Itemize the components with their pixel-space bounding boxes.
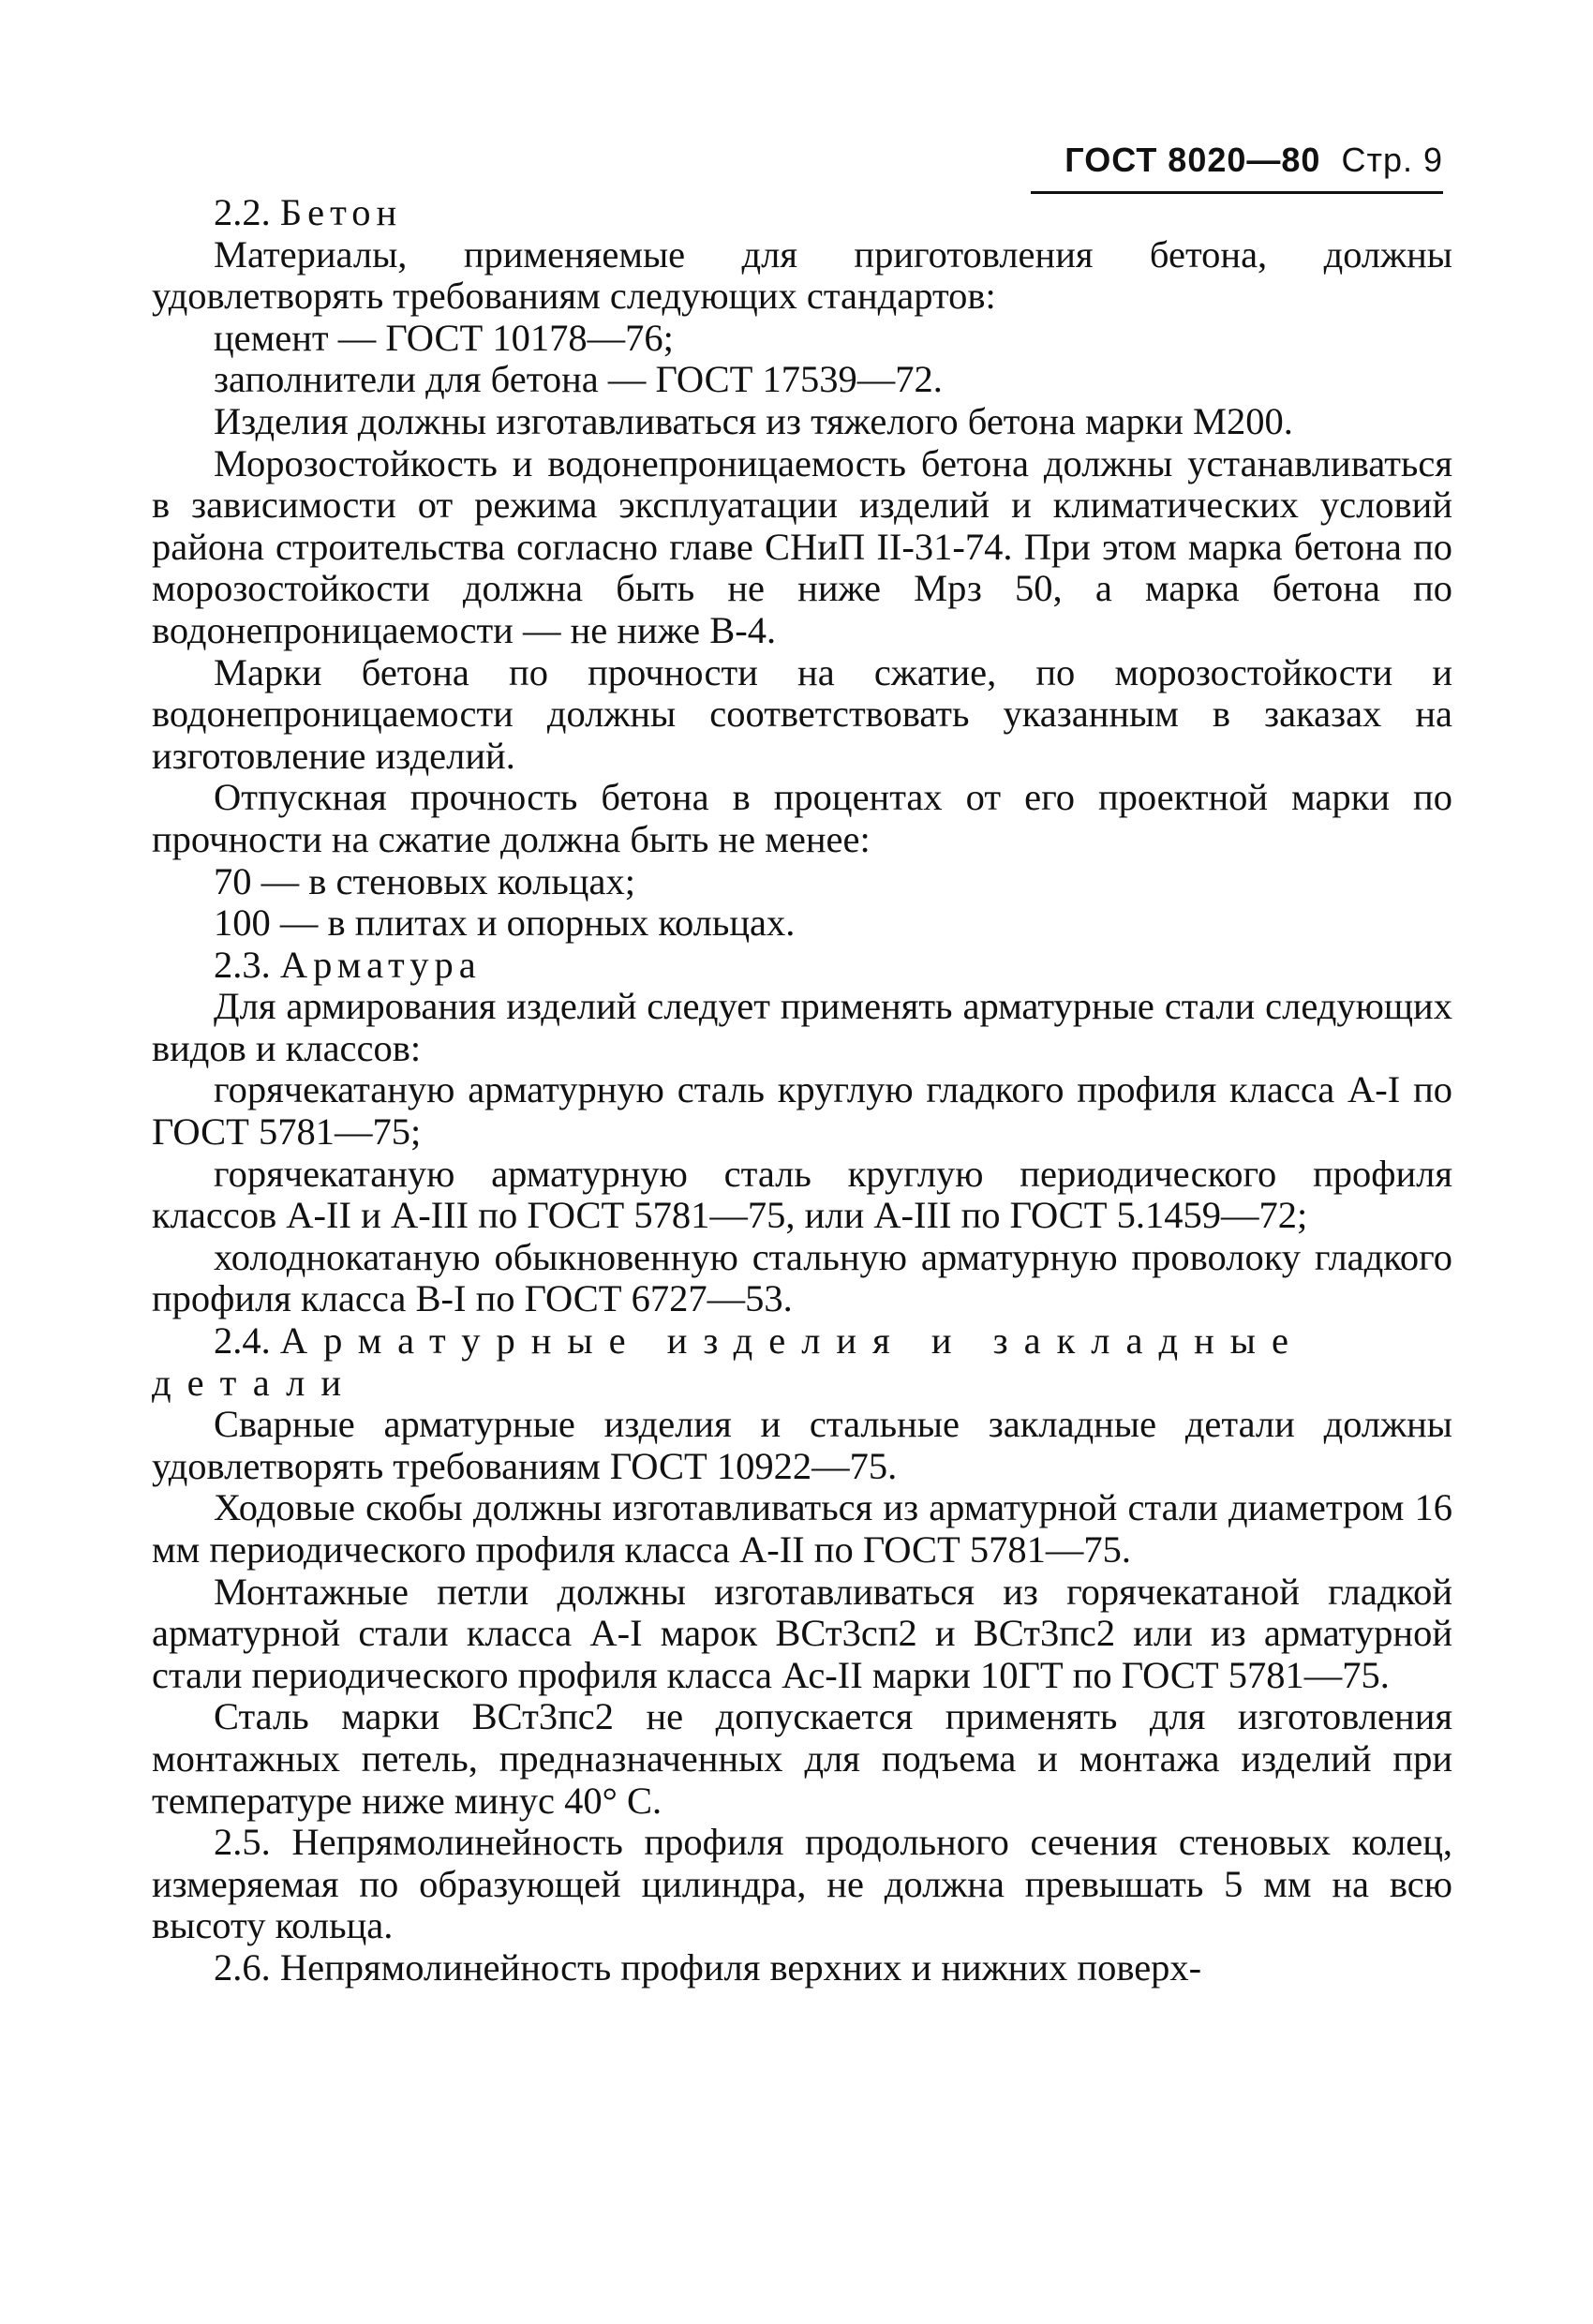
standard-number: ГОСТ 8020—80 xyxy=(1064,141,1321,179)
paragraph: Для армирования изделий следует применять арматурные стали следующих видов и классов: xyxy=(152,985,1452,1069)
list-item: 70 — в стеновых кольцах; xyxy=(214,859,635,902)
section-heading xyxy=(152,1320,1452,1404)
section-heading xyxy=(152,192,1452,234)
paragraph: 2.5. Непрямолинейность профиля продольного сечения стеновых колец, измеряемая по образующей цилиндра, не должна превышать 5 мм на всю высоту кольца. xyxy=(152,1821,1452,1947)
paragraph: Марки бетона по прочности на сжатие, по морозостойкости и водонепроницаемости должны соответствовать указанным в заказах на изготовление изделий. xyxy=(152,650,1452,777)
paragraph: горячекатаную арматурную сталь круглую периодического профиля классов A-II и A-III по ГОСТ 5781—75, или A-III по ГОСТ 5.1459—72; xyxy=(152,1152,1452,1237)
paragraph: Изделия должны изготавливаться из тяжелого бетона марки М200. xyxy=(214,399,1293,442)
section-title: Бетон xyxy=(279,191,403,233)
paragraph: Сталь марки ВСт3пс2 не допускается применять для изготовления монтажных петель, предназначенных для подъема и монтажа изделий при температуре ниже минус 40° С. xyxy=(152,1695,1452,1822)
list-item: 100 — в плитах и опорных кольцах. xyxy=(214,901,796,945)
section-number: 2.4. xyxy=(214,1319,271,1363)
paragraph: Ходовые скобы должны изготавливаться из арматурной стали диаметром 16 мм периодического профиля класса A-II по ГОСТ 5781—75. xyxy=(152,1486,1452,1571)
list-item: цемент — ГОСТ 10178—76; xyxy=(214,316,674,359)
paragraph: Сварные арматурные изделия и стальные закладные детали должны удовлетворять требованиям ГОСТ 10922—75. xyxy=(152,1403,1452,1487)
section-title: Арматурные изделия и закладные детали xyxy=(152,1319,1304,1404)
document-body xyxy=(152,192,1452,1989)
paragraph: Морозостойкость и водонепроницаемость бетона должны устанавливаться в зависимости от режима эксплуатации изделий и климатических условий района строительства согласно главе СНиП II-31-74. При этом марка бетона по морозостойкости должна быть не ниже Мрз 50, а марка бетона по водонепроницаемости — не ниже В-4. xyxy=(152,441,1452,651)
section-number: 2.3. xyxy=(214,943,271,986)
section-title: Арматура xyxy=(279,943,482,986)
paragraph: 2.6. Непрямолинейность профиля верхних и нижних поверх- xyxy=(214,1945,1202,1989)
paragraph: Материалы, применяемые для приготовления бетона, должны удовлетворять требованиям следующих стандартов: xyxy=(152,232,1452,318)
page-header xyxy=(1031,141,1443,194)
paragraph: Монтажные петли должны изготавливаться из горячекатаной гладкой арматурной стали класса A-I марок ВСт3сп2 и ВСт3пс2 или из арматурной стали периодического профиля класса Ас-II марки 10ГТ по ГОСТ 5781—75. xyxy=(152,1570,1452,1696)
paragraph: Отпускная прочность бетона в процентах от его проектной марки по прочности на сжатие должна быть не менее: xyxy=(152,776,1452,860)
section-heading xyxy=(152,945,1452,987)
paragraph: горячекатаную арматурную сталь круглую гладкого профиля класса A-I по ГОСТ 5781—75; xyxy=(152,1068,1452,1154)
section-number: 2.2. xyxy=(214,191,271,233)
page-number: Стр. 9 xyxy=(1341,141,1443,179)
list-item: заполнители для бетона — ГОСТ 17539—72. xyxy=(214,358,943,401)
paragraph: холоднокатаную обыкновенную стальную арматурную проволоку гладкого профиля класса B-I по ГОСТ 6727—53. xyxy=(152,1235,1452,1320)
